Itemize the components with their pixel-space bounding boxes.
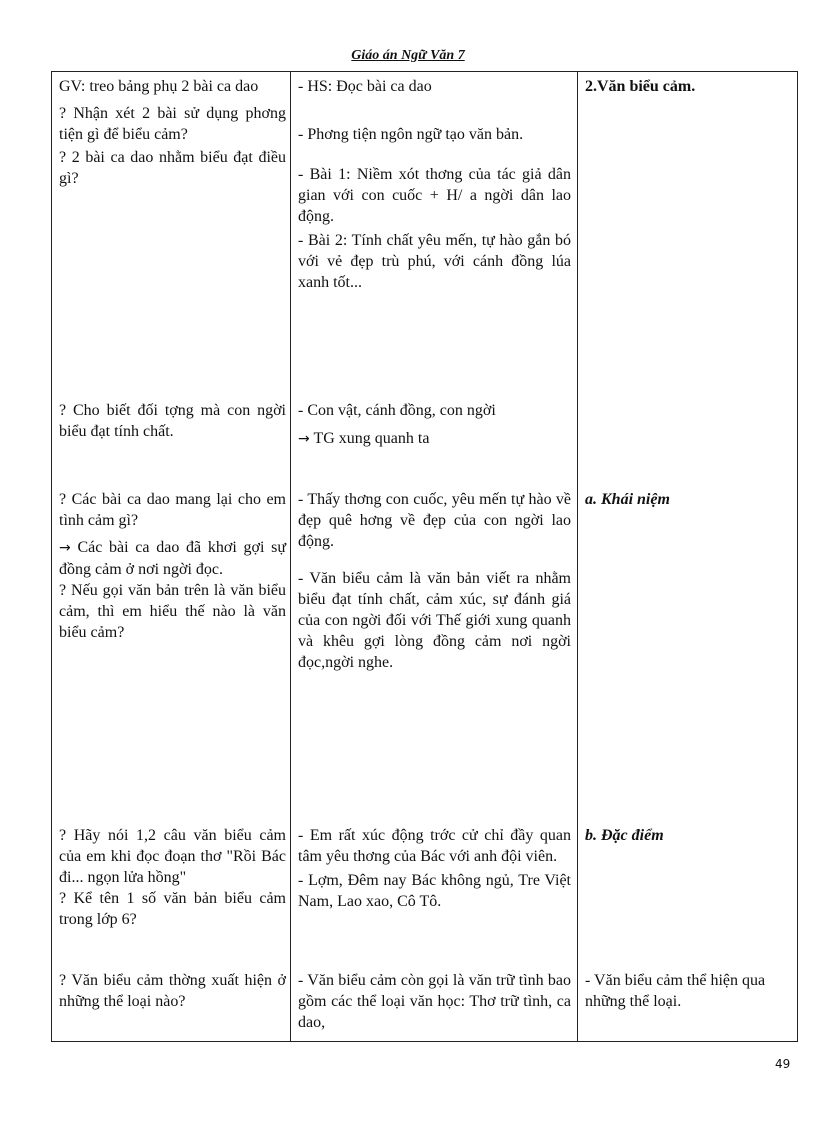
page-header-title: Giáo án Ngữ Văn 7 bbox=[351, 48, 465, 63]
student-cell bbox=[298, 400, 571, 450]
teacher-question: ? 2 bài ca dao nhằm biểu đạt điều gì? bbox=[59, 149, 286, 187]
student-answer: - Văn biểu cảm còn gọi là văn trữ tình bao gồm các thể loại văn học: Thơ trữ tình, ca dao, bbox=[298, 972, 571, 1031]
column-divider bbox=[290, 72, 291, 1041]
teacher-question: ? Hãy nói 1,2 câu văn biểu cảm của em khi đọc đoạn thơ "Rồi Bác đi... ngọn lửa hồng" bbox=[59, 827, 286, 886]
teacher-question: ? Các bài ca dao mang lại cho em tình cảm gì? bbox=[59, 491, 286, 529]
section-heading: a. Khái niệm bbox=[585, 491, 670, 508]
teacher-question: ? Nhận xét 2 bài sử dụng phơng tiện gì để biểu cảm? bbox=[59, 105, 286, 143]
student-answer: - Con vật, cánh đồng, con ngời bbox=[298, 402, 496, 419]
teacher-cell bbox=[59, 76, 286, 189]
student-answer: - Lợm, Đêm nay Bác không ngủ, Tre Việt Nam, Lao xao, Cô Tô. bbox=[298, 872, 571, 910]
student-answer: - Phơng tiện ngôn ngữ tạo văn bản. bbox=[298, 126, 524, 143]
section-heading: b. Đặc điểm bbox=[585, 827, 664, 844]
teacher-note: → Các bài ca dao đã khơi gợi sự đồng cảm ở nơi ngời đọc. bbox=[59, 539, 286, 578]
teacher-cell bbox=[59, 400, 286, 442]
page-number: 49 bbox=[775, 1057, 791, 1071]
section-heading: 2.Văn biểu cảm. bbox=[585, 78, 696, 95]
teacher-question: ? Kể tên 1 số văn bản biểu cảm trong lớp 6? bbox=[59, 890, 286, 928]
teacher-cell bbox=[59, 489, 286, 643]
teacher-cell bbox=[59, 970, 286, 1012]
student-answer: - Thấy thơng con cuốc, yêu mến tự hào về đẹp quê hơng về đẹp của con ngời lao động. bbox=[298, 491, 571, 550]
arrow-right-icon: → bbox=[298, 431, 310, 447]
student-line: - HS: Đọc bài ca dao bbox=[298, 78, 432, 95]
teacher-question: ? Nếu gọi văn bản trên là văn biểu cảm, thì em hiểu thế nào là văn biểu cảm? bbox=[59, 582, 286, 641]
student-cell bbox=[298, 970, 571, 1033]
student-cell bbox=[298, 489, 571, 673]
student-answer: - Văn biểu cảm là văn bản viết ra nhằm biểu đạt tính chất, cảm xúc, sự đánh giá của con ngời đối với Thế giới xung quanh và khêu gợi lòng đồng cảm nơi ngời đọc,ngời nghe. bbox=[298, 570, 571, 671]
student-answer-arrow-line: → TG xung quanh ta bbox=[298, 430, 430, 447]
teacher-question: ? Văn biểu cảm thờng xuất hiện ở những thể loại nào? bbox=[59, 972, 286, 1010]
arrow-right-icon: → bbox=[59, 540, 71, 556]
teacher-line: GV: treo bảng phụ 2 bài ca dao bbox=[59, 78, 259, 95]
teacher-question: ? Cho biết đối tợng mà con ngời biểu đạt tính chất. bbox=[59, 402, 286, 440]
lesson-table bbox=[51, 71, 798, 1042]
student-answer: - Bài 1: Niềm xót thơng của tác giả dân gian với con cuốc + H/ a ngời dân lao động. bbox=[298, 166, 571, 225]
student-cell bbox=[298, 76, 571, 293]
teacher-cell bbox=[59, 825, 286, 930]
column-divider bbox=[577, 72, 578, 1041]
student-answer: - Em rất xúc động trớc cử chỉ đầy quan tâm yêu thơng của Bác với anh đội viên. bbox=[298, 827, 571, 865]
student-cell bbox=[298, 825, 571, 912]
student-answer: - Bài 2: Tính chất yêu mến, tự hào gắn bó với vẻ đẹp trù phú, với cánh đồng lúa xanh tốt... bbox=[298, 232, 571, 291]
content-note: - Văn biểu cảm thể hiện qua những thể loại. bbox=[585, 972, 766, 1010]
